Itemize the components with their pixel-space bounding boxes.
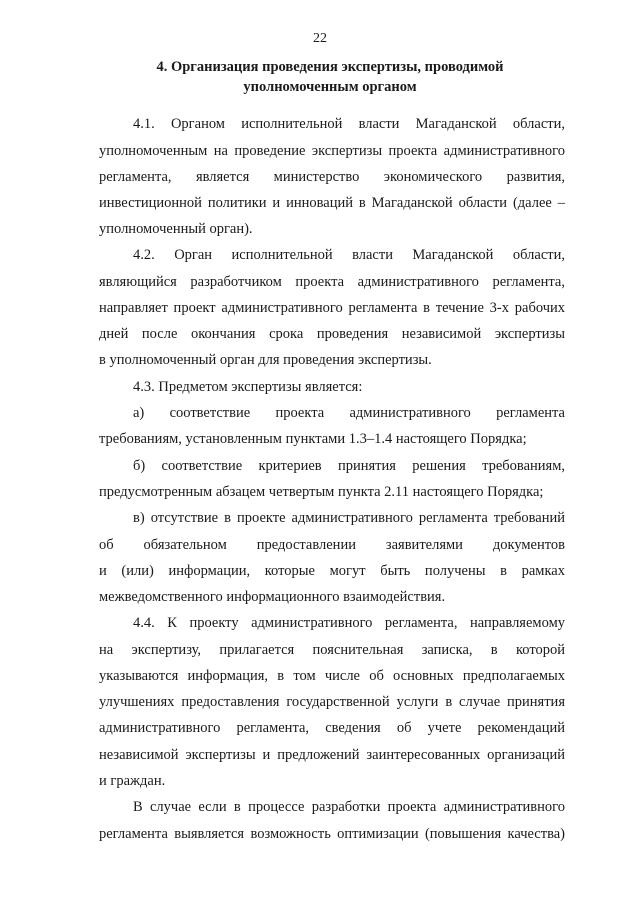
text-line: б) соответствие критериев принятия решения требованиям, bbox=[133, 458, 565, 474]
text-line: независимой экспертизы и предложений заинтересованных организаций bbox=[99, 747, 565, 763]
text-line: направляет проект административного регламента в течение 3-х рабочих bbox=[99, 300, 565, 316]
text-line: 4.4. К проекту административного регламента, направляемому bbox=[133, 615, 565, 631]
text-line: на экспертизу, прилагается пояснительная записка, в которой bbox=[99, 642, 565, 658]
text-line: а) соответствие проекта административного регламента bbox=[133, 405, 565, 421]
text-line: административного регламента, сведения об учете рекомендаций bbox=[99, 720, 565, 736]
text-line: 4.3. Предметом экспертизы является: bbox=[133, 379, 363, 395]
text-line: предусмотренным абзацем четвертым пункта 2.11 настоящего Порядка; bbox=[99, 484, 544, 500]
text-line: уполномоченный орган). bbox=[99, 221, 253, 237]
text-line: в) отсутствие в проекте административного регламента требований bbox=[133, 510, 565, 526]
text-line: в уполномоченный орган для проведения экспертизы. bbox=[99, 352, 432, 368]
text-line: В случае если в процессе разработки проекта административного bbox=[133, 799, 565, 815]
text-line: улучшениях предоставления государственной услуги в случае принятия bbox=[99, 694, 565, 710]
text-line: 4.1. Органом исполнительной власти Магаданской области, bbox=[133, 116, 565, 132]
text-line: указываются информация, в том числе об основных предполагаемых bbox=[99, 668, 565, 684]
section-heading bbox=[130, 57, 530, 97]
section-heading-line-1: 4. Организация проведения экспертизы, проводимой bbox=[156, 59, 504, 75]
text-line: уполномоченным на проведение экспертизы проекта административного bbox=[99, 143, 565, 159]
text-line: и граждан. bbox=[99, 773, 166, 789]
text-line: регламента, является министерство экономического развития, bbox=[99, 169, 565, 185]
text-line: 4.2. Орган исполнительной власти Магаданской области, bbox=[133, 247, 565, 263]
text-line: об обязательном предоставлении заявителями документов bbox=[99, 537, 565, 553]
page-number: 22 bbox=[313, 31, 327, 46]
section-heading-line-2: уполномоченным органом bbox=[243, 79, 417, 95]
text-line: инвестиционной политики и инноваций в Магаданской области (далее – bbox=[99, 195, 565, 211]
text-line: требованиям, установленным пунктами 1.3–1.4 настоящего Порядка; bbox=[99, 431, 527, 447]
text-line: межведомственного информационного взаимодействия. bbox=[99, 589, 446, 605]
text-line: и (или) информации, которые могут быть получены в рамках bbox=[99, 563, 565, 579]
text-line: дней после окончания срока проведения независимой экспертизы bbox=[99, 326, 565, 342]
text-line: являющийся разработчиком проекта административного регламента, bbox=[99, 274, 565, 290]
text-line: регламента выявляется возможность оптимизации (повышения качества) bbox=[99, 826, 565, 842]
